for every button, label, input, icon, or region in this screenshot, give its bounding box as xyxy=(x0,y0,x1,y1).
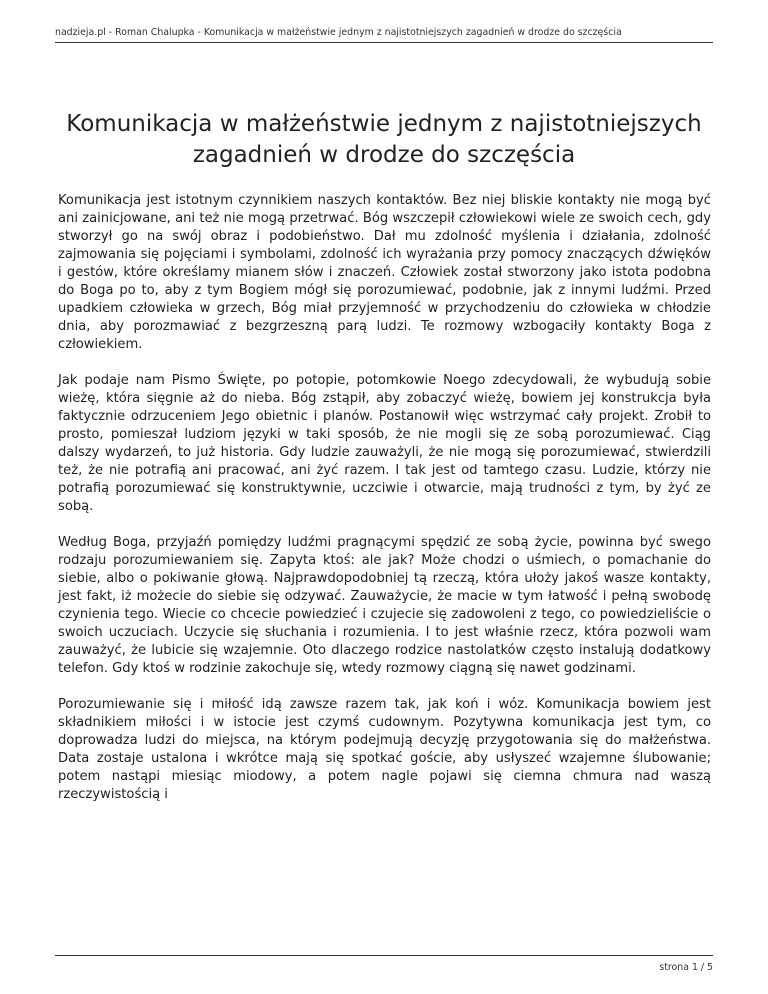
paragraph: Jak podaje nam Pismo Święte, po potopie, potomkowie Noego zdecydowali, że wybudują sobie wieżę, która sięgnie aż do nieba. Bóg zstąpił, aby zobaczyć wieżę, bowiem jej konstrukcja była faktycznie odrzuceniem Jego obietnic i planów. Postanowił więc wstrzymać cały projekt. Zrobił to prosto, pomieszał ludziom języki w taki sposób, że nie mogli się ze sobą porozumiewać. Ciąg dalszy wydarzeń, to już historia. Gdy ludzie zauważyli, że nie mogą się porozumiewać, stwierdzili też, że nie potrafią ani pracować, ani żyć razem. I tak jest od tamtego czasu. Ludzie, którzy nie potrafią porozumiewać się konstruktywnie, uczciwie i otwarcie, mają trudności z tym, by żyć ze sobą. xyxy=(58,373,711,514)
title-line-2: zagadnień w drodze do szczęścia xyxy=(192,142,576,168)
article-body xyxy=(58,192,711,822)
title-line-1: Komunikacja w małżeństwie jednym z najistotniejszych xyxy=(66,111,702,137)
page-number: strona 1 / 5 xyxy=(659,962,713,973)
page-header: nadzieja.pl - Roman Chalupka - Komunikacja w małżeństwie jednym z najistotniejszych zagadnień w drodze do szczęścia xyxy=(55,27,622,38)
paragraph: Porozumiewanie się i miłość idą zawsze razem tak, jak koń i wóz. Komunikacja bowiem jest składnikiem miłości i w istocie jest czymś cudownym. Pozytywna komunikacja jest tym, co doprowadza ludzi do miejsca, na którym podejmują decyzję przygotowania się do małżeństwa. Data zostaje ustalona i wkrótce mają się spotkać goście, aby usłyszeć wzajemne ślubowanie; potem nastąpi miesiąc miodowy, a potem nagle pojawi się ciemna chmura nad waszą rzeczywistością i xyxy=(58,697,711,802)
paragraph: Według Boga, przyjaźń pomiędzy ludźmi pragnącymi spędzić ze sobą życie, powinna być swego rodzaju porozumiewaniem się. Zapyta ktoś: ale jak? Może chodzi o uśmiech, o pomachanie do siebie, albo o pokiwanie głową. Najprawdopodobniej tą rzeczą, która ułoży jakoś wasze kontakty, jest fakt, iż możecie do siebie się odzywać. Zauważycie, że macie w tym łatwość i pełną swobodę czynienia tego. Wiecie co chcecie powiedzieć i czujecie się zadowoleni z tego, co powiedzieliście o swoich uczuciach. Uczycie się słuchania i rozumienia. I to jest właśnie rzecz, która pozwoli wam zauważyć, że lubicie się wzajemnie. Oto dlaczego rodzice nastolatków często instalują dodatkowy telefon. Gdy ktoś w rodzinie zakochuje się, wtedy rozmowy ciągną się nawet godzinami. xyxy=(58,535,711,676)
paragraph: Komunikacja jest istotnym czynnikiem naszych kontaktów. Bez niej bliskie kontakty nie mogą być ani zainicjowane, ani też nie mogą przetrwać. Bóg wszczepił człowiekowi wiele ze swoich cech, gdy stworzył go na swój obraz i podobieństwo. Dał mu zdolność myślenia i działania, zdolność zajmowania się pojęciami i symbolami, zdolność ich wyrażania przy pomocy znaczących dźwięków i gestów, które określamy mianem słów i znaczeń. Człowiek został stworzony jako istota podobna do Boga po to, aby z tym Bogiem mógł się porozumiewać, podobnie, jak z innymi ludźmi. Przed upadkiem człowieka w grzech, Bóg miał przyjemność w przychodzeniu do człowieka w chłodzie dnia, aby porozmawiać z bezgrzeszną parą ludzi. Te rozmowy wzbogaciły kontakty Boga z człowiekiem. xyxy=(58,193,711,352)
header-divider xyxy=(55,42,713,43)
page-title xyxy=(55,109,713,171)
footer-divider xyxy=(55,955,713,956)
